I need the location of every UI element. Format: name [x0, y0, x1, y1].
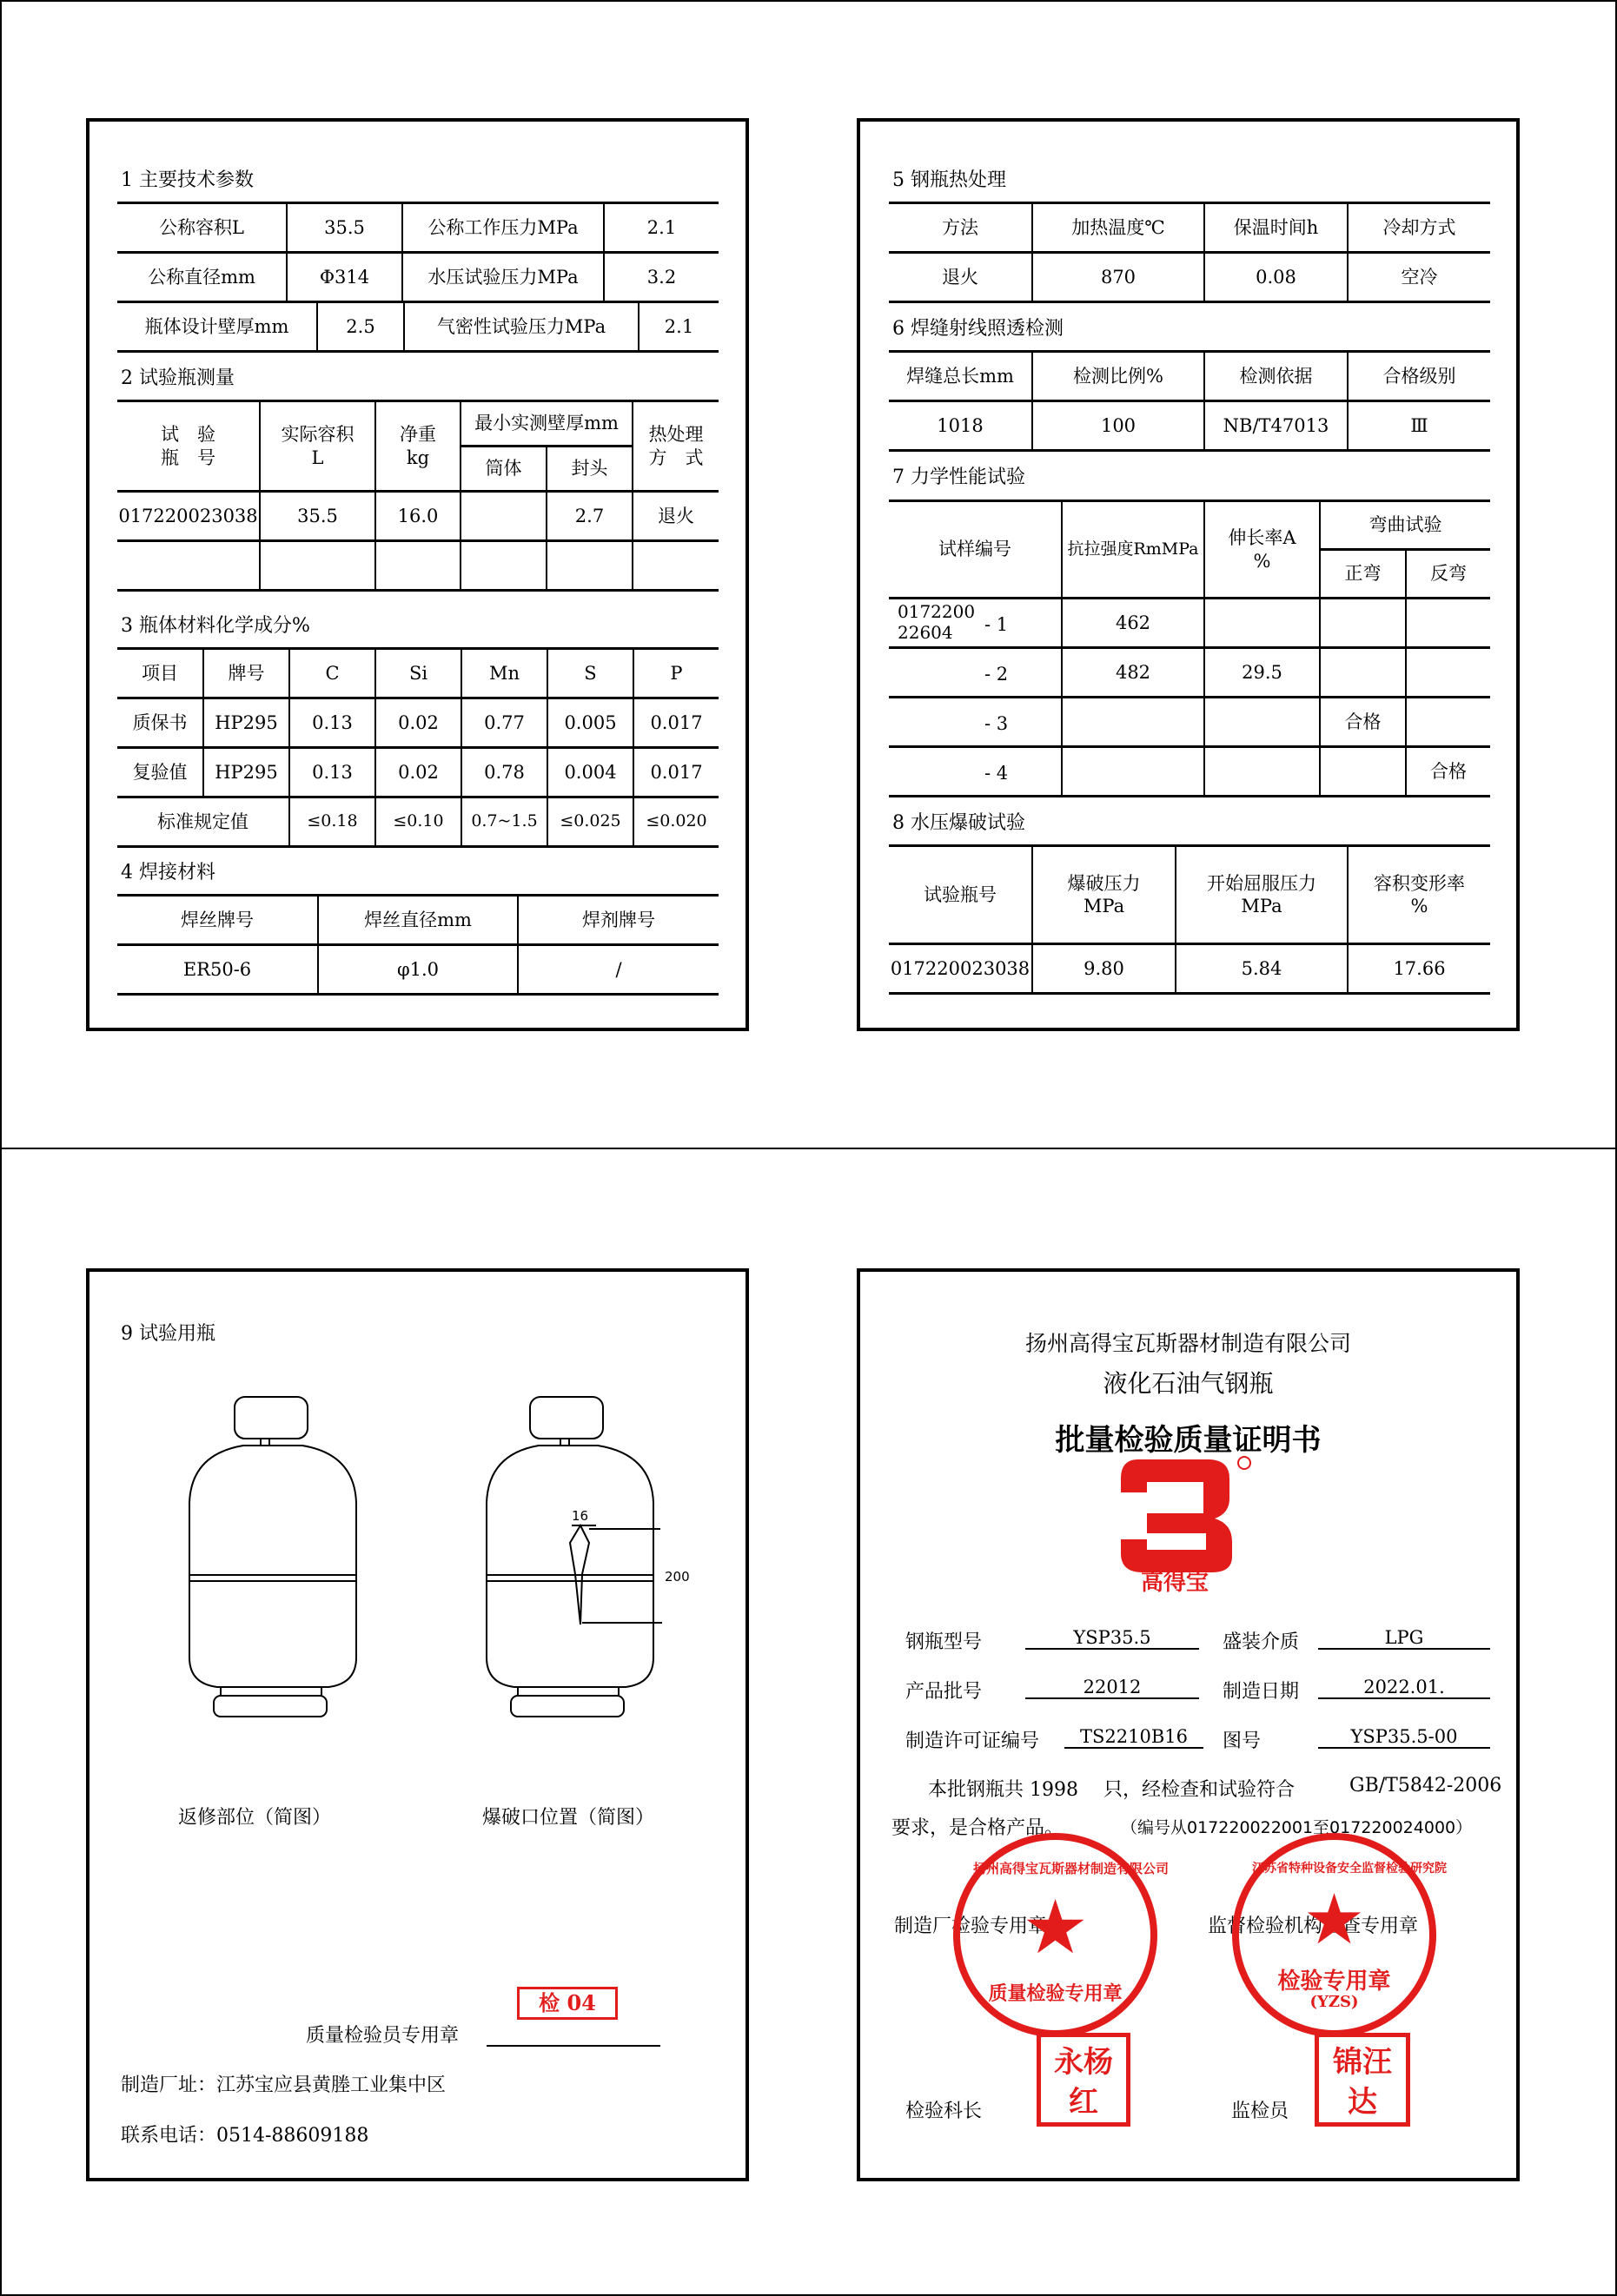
cell: 焊缝总长mm	[889, 352, 1032, 401]
cell: ≤0.18	[289, 797, 375, 847]
header-heat-treatment: 热处理 方 式	[633, 401, 719, 492]
seal-ring-text: 江苏省特种设备安全监督检验研究院	[1252, 1862, 1447, 1876]
cell	[1406, 599, 1490, 648]
sample-suffix: - 4	[984, 763, 1009, 784]
section-4-title: 4 焊接材料	[121, 862, 215, 883]
cell: ER50-6	[117, 945, 318, 995]
mechanical-table	[889, 500, 1490, 797]
dim-200: 200	[665, 1569, 690, 1585]
cell: 项目	[117, 649, 203, 698]
cell: 退火	[633, 492, 719, 541]
inspector-stamp-label: 质量检验员专用章	[306, 2025, 460, 2047]
drawing-no-value: YSP35.5-00	[1318, 1726, 1490, 1749]
repair-bottle-sketch	[189, 1397, 356, 1717]
chief-signature-seal: 永杨红	[1037, 2033, 1130, 2127]
cell: 退火	[889, 253, 1032, 302]
logo-text: 高得宝	[1140, 1570, 1209, 1596]
header-head: 封头	[547, 447, 633, 492]
cell: Si	[375, 649, 461, 698]
cell: 0.005	[547, 698, 633, 748]
cell: 方法	[889, 203, 1032, 253]
cylinder-model-label: 钢瓶型号	[905, 1631, 983, 1653]
cell	[1062, 747, 1204, 797]
bottle-drawings	[165, 1390, 704, 1737]
heat-treatment-table	[889, 202, 1490, 303]
seal-code: (YZS)	[1309, 1993, 1359, 2011]
cell: ≤0.025	[547, 797, 633, 847]
sample-suffix: - 2	[984, 664, 1009, 685]
cell: 2.1	[639, 302, 719, 352]
cell: 17.66	[1348, 944, 1490, 994]
supervision-inspection-seal	[1232, 1833, 1447, 2037]
cell: S	[547, 649, 633, 698]
cell	[375, 541, 461, 591]
cell: 标准规定值	[117, 797, 289, 847]
cell: 2.7	[547, 492, 633, 541]
sample-id: 0172200 22604	[898, 601, 976, 643]
brand-logo	[1121, 1451, 1260, 1596]
cell	[461, 492, 547, 541]
cell	[117, 541, 260, 591]
section-6-title: 6 焊缝射线照透检测	[892, 318, 1064, 340]
cell: 开始屈服压力 MPa	[1176, 846, 1348, 944]
cell: 0.017	[633, 698, 719, 748]
cell: 容积变形率 %	[1348, 846, 1490, 944]
cell: 0.004	[547, 748, 633, 797]
repair-caption: 返修部位（简图）	[178, 1807, 332, 1829]
cell: 试验瓶号	[889, 846, 1032, 944]
cell: 0.13	[289, 698, 375, 748]
license-no-value: TS2210B16	[1064, 1726, 1203, 1749]
statement-line-1: 本批钢瓶共 1998 只，经检查和试验符合	[928, 1779, 1295, 1801]
seal-bottom-text: 质量检验专用章	[988, 1982, 1123, 2005]
header-shell: 筒体	[461, 447, 547, 492]
medium-value: LPG	[1318, 1627, 1490, 1650]
seal-ring-text: 扬州高得宝瓦斯器材制造有限公司	[973, 1861, 1170, 1876]
header-bend-test: 弯曲试验	[1320, 501, 1490, 550]
section-2-title: 2 试验瓶测量	[121, 367, 235, 389]
batch-no-value: 22012	[1025, 1677, 1199, 1699]
cell: 870	[1032, 253, 1204, 302]
section-1-title: 1 主要技术参数	[121, 169, 254, 191]
burst-caption: 爆破口位置（简图）	[482, 1807, 655, 1829]
header-back-bend: 反弯	[1406, 550, 1490, 599]
manufacture-date-label: 制造日期	[1223, 1681, 1300, 1703]
product-name: 液化石油气钢瓶	[1103, 1369, 1274, 1398]
cell: 检测比例%	[1032, 352, 1204, 401]
cell: Ⅲ	[1348, 401, 1490, 451]
cell: 29.5	[1204, 648, 1320, 698]
cell	[889, 698, 1062, 747]
cell: /	[518, 945, 719, 995]
cell: 0.017	[633, 748, 719, 797]
supervisor-signature-seal: 锦汪达	[1315, 2033, 1410, 2127]
sample-suffix: - 3	[984, 713, 1009, 734]
header-sample-no: 试样编号	[889, 501, 1062, 599]
burst-bottle-sketch	[487, 1397, 662, 1717]
cell: 35.5	[260, 492, 375, 541]
header-face-bend: 正弯	[1320, 550, 1406, 599]
batch-no-label: 产品批号	[905, 1681, 983, 1703]
cell: 检测依据	[1204, 352, 1348, 401]
sample-suffix: - 1	[984, 614, 1009, 635]
cell: HP295	[203, 698, 289, 748]
test-bottle-table	[117, 400, 719, 592]
cell: 0.13	[289, 748, 375, 797]
logo-mark	[1121, 1457, 1250, 1572]
welding-material-table	[117, 894, 719, 996]
cell: 合格级别	[1348, 352, 1490, 401]
chief-label: 检验科长	[905, 2101, 983, 2122]
section-5-title: 5 钢瓶热处理	[892, 169, 1006, 191]
cell: 0.02	[375, 748, 461, 797]
cell: 合格	[1406, 747, 1490, 797]
drawing-no-label: 图号	[1223, 1730, 1262, 1752]
cell	[547, 541, 633, 591]
cell: 0.77	[461, 698, 547, 748]
cell	[889, 648, 1062, 698]
section-7-title: 7 力学性能试验	[892, 466, 1025, 488]
standard-code: GB/T5842-2006	[1349, 1775, 1502, 1796]
cell: 2.1	[604, 203, 719, 253]
cell	[1406, 698, 1490, 747]
radiographic-table	[889, 350, 1490, 452]
sample-id-cell	[889, 599, 1062, 648]
cell: 公称容积L	[117, 203, 287, 253]
chemical-composition-table	[117, 647, 719, 848]
panel-certificate	[857, 1268, 1520, 2181]
cell: 冷却方式	[1348, 203, 1490, 253]
cell	[1320, 648, 1406, 698]
cell: 合格	[1320, 698, 1406, 747]
cell: 瓶体设计壁厚mm	[117, 302, 317, 352]
cell	[1062, 698, 1204, 747]
cell: NB/T47013	[1204, 401, 1348, 451]
cell: 0.02	[375, 698, 461, 748]
cell: 0.78	[461, 748, 547, 797]
main-params-table-row3	[117, 301, 719, 353]
cell	[1204, 747, 1320, 797]
manufacture-date-value: 2022.01.	[1318, 1677, 1490, 1699]
dim-16: 16	[572, 1508, 589, 1524]
cell: 焊剂牌号	[518, 896, 719, 945]
company-name: 扬州高得宝瓦斯器材制造有限公司	[1024, 1331, 1351, 1356]
inspector-stamp-line	[487, 2045, 660, 2047]
factory-inspection-seal	[953, 1833, 1170, 2037]
header-min-thickness: 最小实测壁厚mm	[461, 401, 633, 447]
cylinder-model-value: YSP35.5	[1025, 1627, 1199, 1650]
medium-label: 盛装介质	[1223, 1631, 1300, 1653]
cell: 爆破压力 MPa	[1032, 846, 1176, 944]
cell: HP295	[203, 748, 289, 797]
cell: 公称工作压力MPa	[402, 203, 604, 253]
cell: 焊丝直径mm	[318, 896, 518, 945]
main-params-table	[117, 202, 719, 303]
cell: 462	[1062, 599, 1204, 648]
certificate-title: 批量检验质量证明书	[1055, 1423, 1322, 1458]
cell: 0.7~1.5	[461, 797, 547, 847]
cell	[461, 541, 547, 591]
cell	[1204, 599, 1320, 648]
cell: 公称直径mm	[117, 253, 287, 302]
section-9-title: 9 试验用瓶	[121, 1323, 215, 1345]
serial-range: （编号从017220022001至017220024000）	[1121, 1818, 1473, 1837]
cell: 16.0	[375, 492, 461, 541]
factory-address: 制造厂址：江苏宝应县黄塍工业集中区	[121, 2074, 447, 2096]
supervision-seal-label: 监督检验机构检查专用章	[1208, 1916, 1419, 1937]
cell	[633, 541, 719, 591]
header-bottle-no: 试 验 瓶 号	[117, 401, 260, 492]
cell	[889, 747, 1062, 797]
cell: 牌号	[203, 649, 289, 698]
cell	[1320, 747, 1406, 797]
cell: 0.08	[1204, 253, 1348, 302]
seal-bottom-text: 检验专用章	[1277, 1968, 1391, 1995]
seal-star-icon: ★	[1021, 1884, 1090, 1971]
cell: ≤0.10	[375, 797, 461, 847]
contact-phone: 联系电话：0514-88609188	[121, 2125, 369, 2147]
header-elongation: 伸长率A %	[1204, 501, 1320, 599]
cell: 气密性试验压力MPa	[404, 302, 639, 352]
cell: 9.80	[1032, 944, 1176, 994]
cell	[1406, 648, 1490, 698]
cell: 加热温度℃	[1032, 203, 1204, 253]
cell: 482	[1062, 648, 1204, 698]
cell: ≤0.020	[633, 797, 719, 847]
header-volume: 实际容积 L	[260, 401, 375, 492]
supervisor-label: 监检员	[1231, 2101, 1289, 2122]
cell: 3.2	[604, 253, 719, 302]
cell	[260, 541, 375, 591]
cell: 保温时间h	[1204, 203, 1348, 253]
cell: 017220023038	[117, 492, 260, 541]
cell: φ1.0	[318, 945, 518, 995]
cell	[1320, 599, 1406, 648]
cell: P	[633, 649, 719, 698]
cell: 2.5	[317, 302, 404, 352]
cell: 空冷	[1348, 253, 1490, 302]
cell: 35.5	[287, 203, 402, 253]
section-8-title: 8 水压爆破试验	[892, 812, 1025, 834]
inspector-stamp: 检 04	[517, 1987, 618, 2020]
section-3-title: 3 瓶体材料化学成分%	[121, 615, 310, 637]
statement-line-2: 要求，是合格产品。	[891, 1817, 1064, 1839]
cell: Φ314	[287, 253, 402, 302]
header-weight: 净重 kg	[375, 401, 461, 492]
cell: 1018	[889, 401, 1032, 451]
cell: C	[289, 649, 375, 698]
cell	[1204, 698, 1320, 747]
cell: 5.84	[1176, 944, 1348, 994]
cell: 焊丝牌号	[117, 896, 318, 945]
cell: Mn	[461, 649, 547, 698]
license-no-label: 制造许可证编号	[905, 1730, 1040, 1752]
cell: 复验值	[117, 748, 203, 797]
cell: 水压试验压力MPa	[402, 253, 604, 302]
cell: 100	[1032, 401, 1204, 451]
factory-seal-label: 制造厂检验专用章	[894, 1916, 1048, 1937]
header-tensile: 抗拉强度RmMPa	[1062, 501, 1204, 599]
cell: 质保书	[117, 698, 203, 748]
burst-test-table	[889, 844, 1490, 995]
seal-star-icon: ★	[1302, 1879, 1366, 1960]
cell: 017220023038	[889, 944, 1032, 994]
